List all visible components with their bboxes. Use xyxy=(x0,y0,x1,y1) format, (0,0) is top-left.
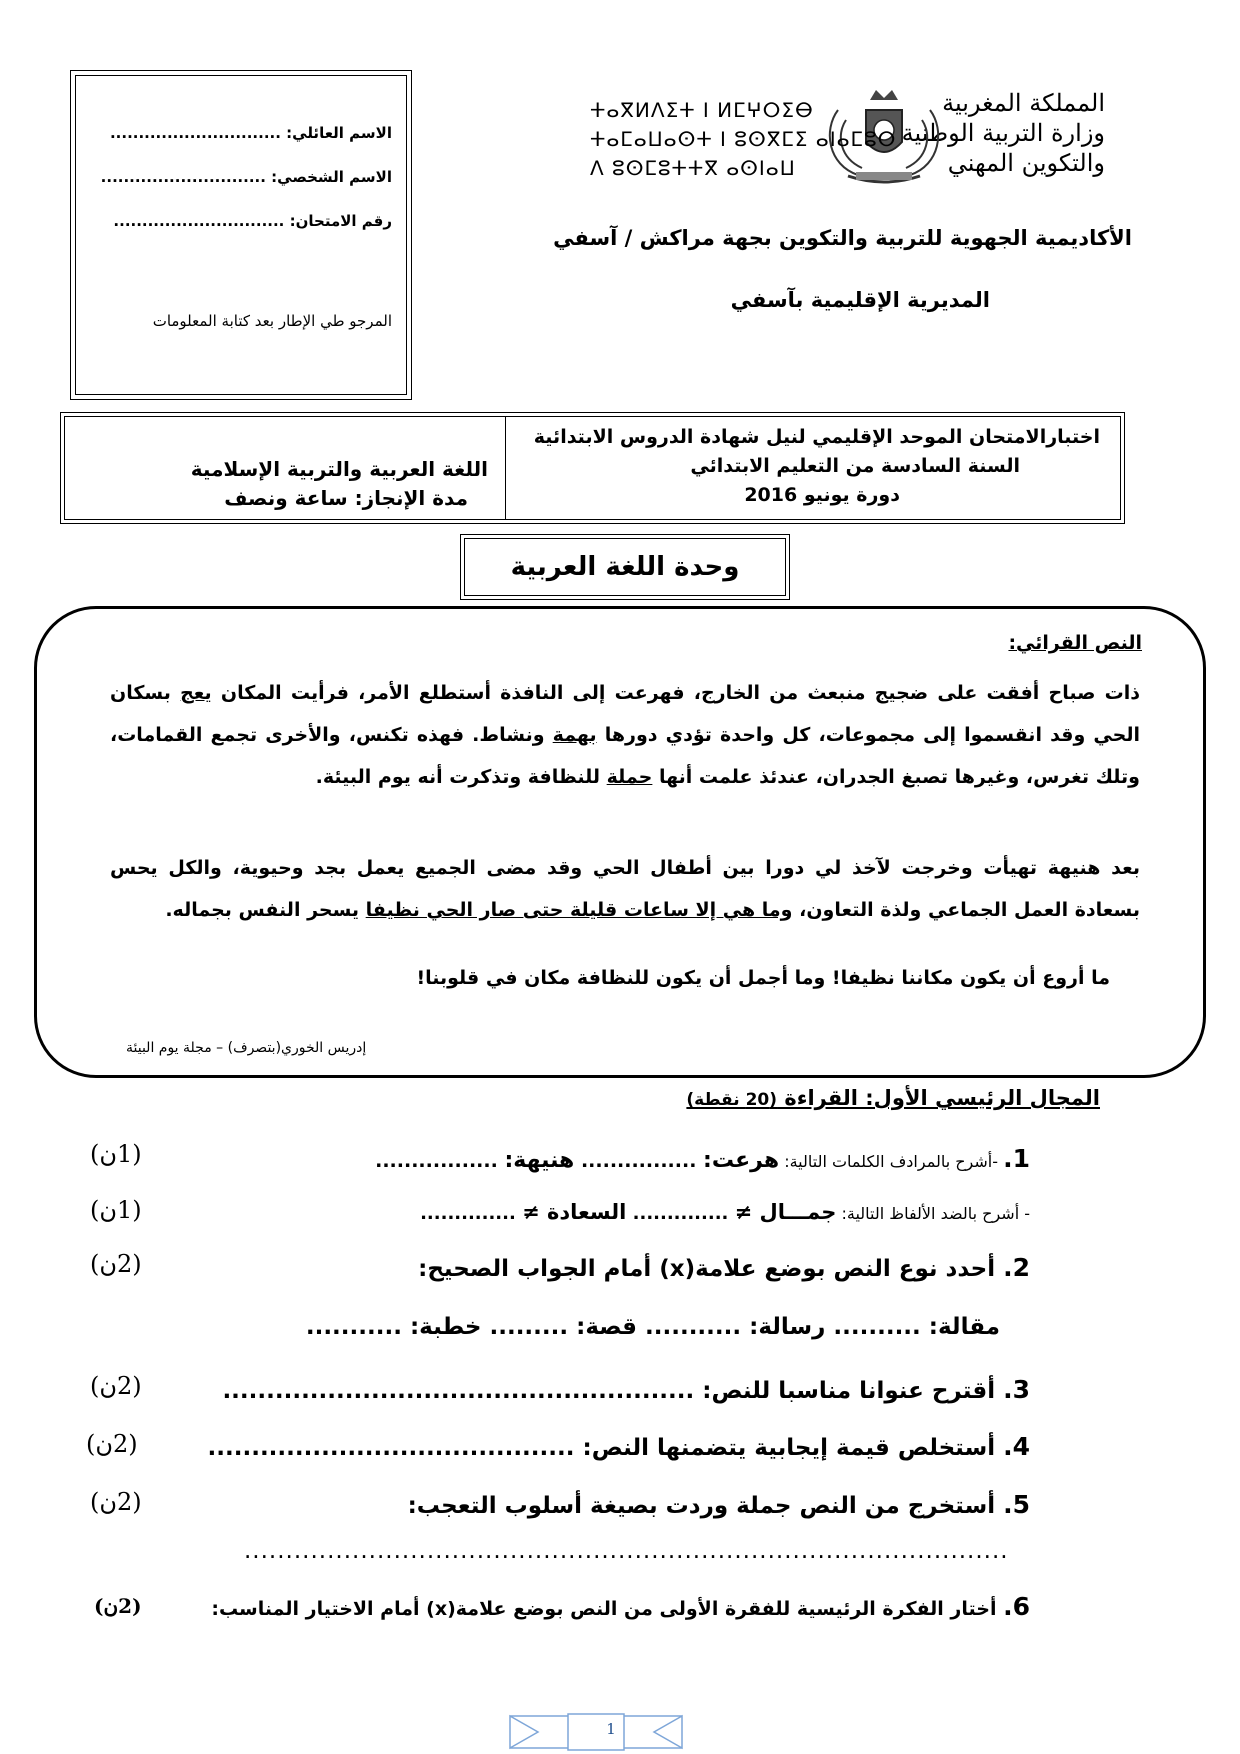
section-points: (20 نقطة) xyxy=(686,1090,778,1110)
question-text: أحدد نوع النص بوضع علامة(x) أمام الجواب الصحيح: xyxy=(418,1256,1004,1282)
fold-note: المرجو طي الإطار بعد كتابة المعلومات xyxy=(152,312,392,330)
tifinagh-line-2: ⵜⴰⵎⴰⵡⴰⵙⵜ ⵏ ⵓⵙⴳⵎⵉ ⴰⵏⴰⵎⵓⵔ xyxy=(590,127,897,151)
section-title-text: المجال الرئيسي الأول: القراءة xyxy=(777,1086,1100,1110)
section-title xyxy=(686,1086,1100,1110)
question-1 xyxy=(375,1144,1030,1173)
word-saada: السعادة ≠ xyxy=(522,1200,627,1224)
question-4 xyxy=(208,1432,1030,1461)
question-number: 4. xyxy=(1003,1432,1030,1461)
answer-blank[interactable]: .............. xyxy=(420,1203,523,1224)
unit-title-box xyxy=(460,534,790,600)
question-5-mark: (2ن) xyxy=(90,1488,142,1516)
ministry-name-2: والتكوين المهني xyxy=(947,149,1105,177)
word-hunayha: هنيهة: xyxy=(504,1148,575,1173)
para1-part-d: للنظافة وتذكرت أنه يوم البيئة. xyxy=(315,766,607,788)
question-1-antonyms xyxy=(420,1200,1030,1224)
reading-paragraph-2 xyxy=(110,847,1140,931)
answer-line[interactable]: ............................................................................................ xyxy=(244,1538,1009,1564)
reading-paragraph-3: ما أروع أن يكون مكاننا نظيفا! وما أجمل أن يكون للنظافة مكان في قلوبنا! xyxy=(416,967,1110,989)
question-number: 3. xyxy=(1003,1375,1030,1404)
question-text[interactable]: أستخلص قيمة إيجابية يتضمنها النص: .......................................... xyxy=(207,1435,1004,1461)
tifinagh-line-1: ⵜⴰⴳⵍⴷⵉⵜ ⵏ ⵍⵎⵖⵔⵉⴱ xyxy=(590,98,814,122)
subject-name: اللغة العربية والتربية الإسلامية xyxy=(190,457,488,481)
student-info-box xyxy=(70,70,412,400)
subject-cell xyxy=(191,455,488,513)
unit-title: وحدة اللغة العربية xyxy=(464,538,786,596)
question-text: أختار الفكرة الرئيسية للفقرة الأولى من النص بوضع علامة(x) أمام الاختيار المناسب: xyxy=(211,1598,1004,1620)
page-number: 1 xyxy=(606,1720,616,1738)
underlined-word-yaij: يعج xyxy=(180,682,212,704)
family-name-field[interactable]: الاسم العائلي: .............................. xyxy=(109,124,392,142)
exam-title-cell xyxy=(534,423,1100,510)
para1-part-a: ذات صباح أفقت على ضجيج منبعث من الخارج، فهرعت إلى النافذة أستطلع الأمر، فرأيت المكان xyxy=(211,682,1141,704)
exam-session: دورة يونيو 2016 xyxy=(744,484,900,506)
reading-paragraph-1 xyxy=(110,672,1140,798)
kingdom-name: المملكة المغربية xyxy=(942,89,1105,117)
text-source: إدريس الخوري(بتصرف) – مجلة يوم البيئة xyxy=(126,1040,367,1056)
para2-part-b: يسحر النفس بجماله. xyxy=(165,899,366,921)
answer-blank[interactable]: .............. xyxy=(626,1203,735,1224)
para1-part-b: بسكان الحي وقد انقسموا إلى مجموعات، كل واحدة تؤدي دورها xyxy=(110,682,1140,746)
para2-part-a: بعد هنيهة تهيأت وخرجت لآخذ لي دورا بين أطفال الحي وقد مضى الجميع يعمل بجد وحيوية، والكل يحس بسعادة العمل الجماعي ولذة التعاون، xyxy=(110,857,1140,921)
question-text[interactable]: أقترح عنوانا مناسبا للنص: ...................................................... xyxy=(222,1378,1004,1404)
question-number: 1. xyxy=(1003,1144,1030,1173)
question-number: 2. xyxy=(1003,1253,1030,1282)
question-3-mark: (2ن) xyxy=(90,1372,142,1400)
question-text: - أشرح بالضد الألفاظ التالية: xyxy=(836,1204,1030,1223)
answer-blank[interactable]: ................ xyxy=(574,1150,704,1172)
question-2 xyxy=(418,1253,1030,1282)
exam-duration: مدة الإنجاز: ساعة ونصف xyxy=(224,486,468,510)
question-number: 6. xyxy=(1003,1592,1030,1621)
first-name-field[interactable]: الاسم الشخصي: ............................. xyxy=(100,168,392,186)
question-2-mark: (2ن) xyxy=(90,1250,142,1278)
directorate-name: المديرية الإقليمية بآسفي xyxy=(730,288,990,312)
question-1b-mark: (1ن) xyxy=(90,1196,142,1224)
academy-name: الأكاديمية الجهوية للتربية والتكوين بجهة مراكش / آسفي xyxy=(553,226,1132,250)
tifinagh-header xyxy=(590,96,896,183)
question-4-mark: (2ن) xyxy=(86,1430,138,1458)
word-harait: هرعت: xyxy=(703,1148,780,1173)
question-text: أستخرج من النص جملة وردت بصيغة أسلوب التعجب: xyxy=(407,1493,1004,1519)
word-jamal: جمـــال ≠ xyxy=(734,1200,837,1224)
question-5 xyxy=(408,1490,1030,1519)
question-6-mark: (2ن) xyxy=(94,1594,142,1618)
text-type-options[interactable]: مقالة: .......... رسالة: ........... قصة: ......... خطبة: ........... xyxy=(305,1314,1000,1340)
reading-text-heading: النص القرائي: xyxy=(1008,632,1142,654)
underlined-word-hamla: حملة xyxy=(606,766,653,788)
ministry-name-1: وزارة التربية الوطنية xyxy=(901,119,1105,147)
exam-info-table xyxy=(60,412,1125,524)
para1-part-c: ونشاط. فهذه تكنس، والأخرى تجمع القمامات، وتلك تغرس، وغيرها تصبغ الجدران، عندئذ علمت أنها xyxy=(110,724,1140,788)
question-3 xyxy=(222,1375,1030,1404)
exam-number-field[interactable]: رقم الامتحان: .............................. xyxy=(113,212,392,230)
question-1-mark: (1ن) xyxy=(90,1140,142,1168)
question-6 xyxy=(211,1592,1030,1621)
underlined-word-bihimma: بهمة xyxy=(552,724,597,746)
answer-blank[interactable]: ................. xyxy=(375,1150,505,1172)
tifinagh-line-3: ⴷ ⵓⵙⵎⵓⵜⵜⴳ ⴰⵙⵏⴰⵡ xyxy=(590,156,796,180)
exam-title-line-2: السنة السادسة من التعليم الابتدائي xyxy=(690,455,1020,477)
exam-title-line-1: اختبارالامتحان الموحد الإقليمي لنيل شهادة الدروس الابتدائية xyxy=(533,426,1100,448)
question-text: -أشرح بالمرادف الكلمات التالية: xyxy=(779,1152,1004,1171)
table-divider xyxy=(505,417,506,519)
underlined-sentence: وما هي إلا ساعات قليلة حتى صار الحي نظيفا xyxy=(365,899,793,921)
question-number: 5. xyxy=(1003,1490,1030,1519)
